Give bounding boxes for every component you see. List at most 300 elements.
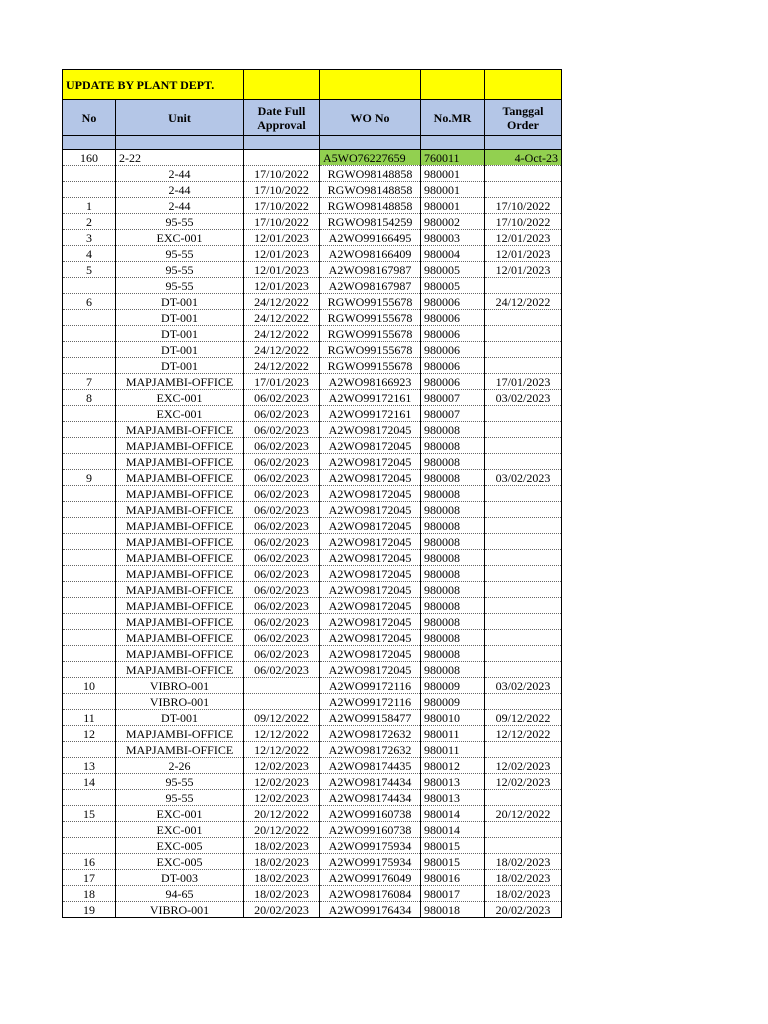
cell-order (485, 326, 562, 342)
cell-mr: 980009 (421, 694, 485, 710)
cell-mr: 980011 (421, 726, 485, 742)
cell-unit: 95-55 (116, 774, 244, 790)
cell-order: 12/01/2023 (485, 230, 562, 246)
cell-wo: A2WO98167987 (320, 278, 421, 294)
cell-order (485, 790, 562, 806)
header-no-mr: No.MR (421, 100, 485, 136)
table-row (63, 326, 562, 342)
cell-wo: A2WO98172045 (320, 566, 421, 582)
table-body (63, 70, 562, 918)
cell-wo: A2WO98172045 (320, 534, 421, 550)
cell-no: 2 (63, 214, 116, 230)
cell-mr: 980017 (421, 886, 485, 902)
cell-mr: 980010 (421, 710, 485, 726)
cell-wo: A2WO98172632 (320, 726, 421, 742)
cell-date: 12/02/2023 (244, 790, 320, 806)
cell-mr: 980013 (421, 790, 485, 806)
cell-no (63, 694, 116, 710)
cell-wo: RGWO98148858 (320, 198, 421, 214)
cell-date: 12/02/2023 (244, 758, 320, 774)
cell-no: 160 (63, 150, 116, 166)
cell-no (63, 342, 116, 358)
table-row (63, 646, 562, 662)
table-row (63, 710, 562, 726)
cell-date: 24/12/2022 (244, 342, 320, 358)
cell-date: 06/02/2023 (244, 646, 320, 662)
cell-wo: A5WO76227659 (320, 150, 421, 166)
cell-wo: A2WO98172045 (320, 518, 421, 534)
table-row (63, 886, 562, 902)
cell-mr: 980008 (421, 614, 485, 630)
table-row (63, 358, 562, 374)
cell-unit: EXC-005 (116, 854, 244, 870)
cell-order: 18/02/2023 (485, 886, 562, 902)
cell-order: 03/02/2023 (485, 470, 562, 486)
cell-wo: A2WO99172116 (320, 678, 421, 694)
cell-no (63, 822, 116, 838)
cell-no: 6 (63, 294, 116, 310)
blank-cell (63, 136, 116, 150)
cell-wo: A2WO98172045 (320, 662, 421, 678)
cell-mr: 980008 (421, 454, 485, 470)
cell-mr: 980003 (421, 230, 485, 246)
cell-unit: EXC-001 (116, 230, 244, 246)
cell-date: 06/02/2023 (244, 422, 320, 438)
blank-cell (485, 136, 562, 150)
cell-no (63, 502, 116, 518)
table-row (63, 262, 562, 278)
cell-no (63, 662, 116, 678)
cell-order: 20/02/2023 (485, 902, 562, 918)
cell-wo: RGWO99155678 (320, 358, 421, 374)
cell-unit: EXC-001 (116, 406, 244, 422)
cell-wo: A2WO99176434 (320, 902, 421, 918)
table-row (63, 518, 562, 534)
cell-mr: 980008 (421, 486, 485, 502)
cell-wo: A2WO99172116 (320, 694, 421, 710)
cell-order (485, 422, 562, 438)
cell-no: 1 (63, 198, 116, 214)
cell-order (485, 278, 562, 294)
cell-mr: 980008 (421, 662, 485, 678)
cell-wo: A2WO98172045 (320, 630, 421, 646)
header-row (63, 100, 562, 136)
cell-order (485, 166, 562, 182)
cell-mr: 980007 (421, 390, 485, 406)
cell-wo: A2WO98172045 (320, 438, 421, 454)
cell-unit: MAPJAMBI-OFFICE (116, 742, 244, 758)
cell-unit: 2-26 (116, 758, 244, 774)
cell-unit: MAPJAMBI-OFFICE (116, 614, 244, 630)
cell-mr: 980006 (421, 358, 485, 374)
cell-mr: 980005 (421, 278, 485, 294)
cell-wo: A2WO98172045 (320, 502, 421, 518)
cell-unit: DT-001 (116, 342, 244, 358)
cell-order (485, 694, 562, 710)
cell-order: 4-Oct-23 (485, 150, 562, 166)
cell-order: 18/02/2023 (485, 870, 562, 886)
cell-wo: A2WO99175934 (320, 838, 421, 854)
cell-no (63, 182, 116, 198)
cell-wo: A2WO99158477 (320, 710, 421, 726)
cell-date: 06/02/2023 (244, 454, 320, 470)
cell-order (485, 310, 562, 326)
table-row (63, 182, 562, 198)
table-row (63, 758, 562, 774)
cell-order: 24/12/2022 (485, 294, 562, 310)
cell-mr: 980004 (421, 246, 485, 262)
cell-unit: 94-65 (116, 886, 244, 902)
cell-unit: 95-55 (116, 246, 244, 262)
cell-no (63, 582, 116, 598)
cell-no (63, 790, 116, 806)
cell-order (485, 182, 562, 198)
cell-no: 10 (63, 678, 116, 694)
cell-no: 16 (63, 854, 116, 870)
header-wo-no: WO No (320, 100, 421, 136)
table-row (63, 598, 562, 614)
cell-wo: A2WO99172161 (320, 406, 421, 422)
cell-unit: 2-44 (116, 182, 244, 198)
cell-unit: 2-22 (116, 150, 244, 166)
cell-mr: 980008 (421, 566, 485, 582)
cell-no (63, 166, 116, 182)
cell-date: 17/10/2022 (244, 166, 320, 182)
cell-date: 09/12/2022 (244, 710, 320, 726)
blank-cell (116, 136, 244, 150)
cell-date: 06/02/2023 (244, 550, 320, 566)
cell-date: 06/02/2023 (244, 502, 320, 518)
table-row (63, 390, 562, 406)
cell-order: 12/02/2023 (485, 758, 562, 774)
blank-row (63, 136, 562, 150)
cell-no: 7 (63, 374, 116, 390)
cell-mr: 980008 (421, 550, 485, 566)
cell-order: 03/02/2023 (485, 678, 562, 694)
table-row (63, 406, 562, 422)
cell-wo: RGWO98148858 (320, 182, 421, 198)
cell-no: 3 (63, 230, 116, 246)
cell-mr: 980006 (421, 294, 485, 310)
cell-no: 19 (63, 902, 116, 918)
title-cell (485, 70, 562, 100)
cell-date: 06/02/2023 (244, 486, 320, 502)
cell-no (63, 630, 116, 646)
table-row (63, 246, 562, 262)
cell-date: 06/02/2023 (244, 438, 320, 454)
cell-mr: 980009 (421, 678, 485, 694)
cell-order (485, 342, 562, 358)
cell-wo: RGWO99155678 (320, 294, 421, 310)
cell-mr: 980014 (421, 806, 485, 822)
cell-order (485, 582, 562, 598)
cell-unit: MAPJAMBI-OFFICE (116, 518, 244, 534)
cell-date: 24/12/2022 (244, 358, 320, 374)
table-row (63, 662, 562, 678)
cell-mr: 980015 (421, 838, 485, 854)
cell-order (485, 502, 562, 518)
cell-order: 17/10/2022 (485, 198, 562, 214)
cell-no: 14 (63, 774, 116, 790)
cell-unit: MAPJAMBI-OFFICE (116, 550, 244, 566)
cell-date: 17/10/2022 (244, 198, 320, 214)
cell-mr: 980015 (421, 854, 485, 870)
cell-date: 12/12/2022 (244, 726, 320, 742)
cell-no: 8 (63, 390, 116, 406)
table-row (63, 454, 562, 470)
table-row (63, 502, 562, 518)
cell-date: 17/10/2022 (244, 182, 320, 198)
cell-unit: 2-44 (116, 198, 244, 214)
cell-mr: 980001 (421, 166, 485, 182)
cell-order (485, 550, 562, 566)
cell-unit: MAPJAMBI-OFFICE (116, 662, 244, 678)
cell-wo: RGWO99155678 (320, 326, 421, 342)
cell-no: 15 (63, 806, 116, 822)
cell-unit: MAPJAMBI-OFFICE (116, 598, 244, 614)
cell-mr: 980002 (421, 214, 485, 230)
cell-date: 20/02/2023 (244, 902, 320, 918)
cell-mr: 980007 (421, 406, 485, 422)
cell-wo: A2WO99160738 (320, 806, 421, 822)
cell-mr: 980006 (421, 310, 485, 326)
cell-no (63, 454, 116, 470)
cell-unit: MAPJAMBI-OFFICE (116, 726, 244, 742)
cell-order: 17/10/2022 (485, 214, 562, 230)
table-row (63, 294, 562, 310)
cell-order (485, 438, 562, 454)
cell-no: 18 (63, 886, 116, 902)
blank-cell (421, 136, 485, 150)
cell-date: 06/02/2023 (244, 582, 320, 598)
table-row (63, 742, 562, 758)
plant-update-table (62, 69, 562, 918)
cell-wo: A2WO98172045 (320, 582, 421, 598)
cell-order (485, 630, 562, 646)
cell-unit: 95-55 (116, 262, 244, 278)
cell-wo: A2WO98172045 (320, 550, 421, 566)
cell-unit: MAPJAMBI-OFFICE (116, 422, 244, 438)
cell-wo: A2WO99176049 (320, 870, 421, 886)
cell-unit: 95-55 (116, 790, 244, 806)
cell-date: 06/02/2023 (244, 598, 320, 614)
cell-no: 12 (63, 726, 116, 742)
header-tanggal-order: Tanggal Order (485, 100, 562, 136)
blank-cell (244, 136, 320, 150)
cell-no (63, 614, 116, 630)
cell-unit: DT-001 (116, 326, 244, 342)
cell-no (63, 518, 116, 534)
cell-date: 06/02/2023 (244, 566, 320, 582)
cell-date: 18/02/2023 (244, 886, 320, 902)
cell-mr: 980008 (421, 438, 485, 454)
cell-no: 13 (63, 758, 116, 774)
table-row (63, 198, 562, 214)
sheet-title: UPDATE BY PLANT DEPT. (63, 70, 244, 100)
cell-wo: A2WO98167987 (320, 262, 421, 278)
cell-wo: A2WO99172161 (320, 390, 421, 406)
cell-no (63, 358, 116, 374)
table-row (63, 486, 562, 502)
cell-date: 18/02/2023 (244, 870, 320, 886)
cell-unit: DT-003 (116, 870, 244, 886)
cell-date: 24/12/2022 (244, 310, 320, 326)
cell-mr: 980001 (421, 198, 485, 214)
cell-no (63, 646, 116, 662)
cell-mr: 980008 (421, 518, 485, 534)
cell-wo: A2WO98172045 (320, 646, 421, 662)
cell-wo: A2WO99175934 (320, 854, 421, 870)
cell-mr: 980016 (421, 870, 485, 886)
cell-no: 5 (63, 262, 116, 278)
cell-date: 17/10/2022 (244, 214, 320, 230)
cell-no: 4 (63, 246, 116, 262)
table-row (63, 230, 562, 246)
cell-unit: EXC-005 (116, 838, 244, 854)
header-unit: Unit (116, 100, 244, 136)
cell-wo: A2WO99166495 (320, 230, 421, 246)
cell-unit: MAPJAMBI-OFFICE (116, 502, 244, 518)
cell-mr: 980005 (421, 262, 485, 278)
cell-date: 06/02/2023 (244, 470, 320, 486)
cell-order: 17/01/2023 (485, 374, 562, 390)
cell-wo: A2WO98172045 (320, 614, 421, 630)
cell-date (244, 150, 320, 166)
table-row (63, 854, 562, 870)
table-row (63, 214, 562, 230)
cell-order (485, 406, 562, 422)
cell-order (485, 358, 562, 374)
title-cell (244, 70, 320, 100)
table-row (63, 694, 562, 710)
cell-mr: 980008 (421, 422, 485, 438)
cell-order: 09/12/2022 (485, 710, 562, 726)
cell-mr: 980008 (421, 534, 485, 550)
cell-wo: A2WO98172045 (320, 454, 421, 470)
table-row (63, 550, 562, 566)
cell-order (485, 454, 562, 470)
table-row (63, 422, 562, 438)
cell-date: 06/02/2023 (244, 534, 320, 550)
cell-order (485, 486, 562, 502)
table-row (63, 726, 562, 742)
cell-unit: MAPJAMBI-OFFICE (116, 646, 244, 662)
cell-mr: 980006 (421, 326, 485, 342)
cell-mr: 980001 (421, 182, 485, 198)
table-row (63, 342, 562, 358)
cell-date: 06/02/2023 (244, 614, 320, 630)
table-row (63, 566, 562, 582)
cell-no (63, 278, 116, 294)
cell-wo: A2WO99160738 (320, 822, 421, 838)
cell-wo: A2WO98174434 (320, 774, 421, 790)
table-row (63, 806, 562, 822)
cell-date: 12/01/2023 (244, 278, 320, 294)
cell-unit: EXC-001 (116, 806, 244, 822)
cell-unit: EXC-001 (116, 390, 244, 406)
cell-wo: A2WO98166409 (320, 246, 421, 262)
table-row (63, 902, 562, 918)
cell-date: 12/01/2023 (244, 230, 320, 246)
cell-no (63, 438, 116, 454)
cell-order: 18/02/2023 (485, 854, 562, 870)
cell-no (63, 310, 116, 326)
cell-date: 24/12/2022 (244, 294, 320, 310)
cell-mr: 980013 (421, 774, 485, 790)
cell-wo: A2WO98166923 (320, 374, 421, 390)
cell-unit: MAPJAMBI-OFFICE (116, 566, 244, 582)
cell-unit: EXC-001 (116, 822, 244, 838)
cell-order (485, 838, 562, 854)
cell-unit: VIBRO-001 (116, 694, 244, 710)
cell-no (63, 486, 116, 502)
cell-no (63, 598, 116, 614)
cell-unit: MAPJAMBI-OFFICE (116, 438, 244, 454)
cell-mr: 980011 (421, 742, 485, 758)
cell-mr: 980008 (421, 646, 485, 662)
cell-order: 20/12/2022 (485, 806, 562, 822)
cell-wo: A2WO98172045 (320, 422, 421, 438)
cell-wo: A2WO98172632 (320, 742, 421, 758)
cell-order (485, 646, 562, 662)
cell-date: 12/12/2022 (244, 742, 320, 758)
cell-wo: RGWO98148858 (320, 166, 421, 182)
cell-no (63, 534, 116, 550)
header-no: No (63, 100, 116, 136)
cell-order: 03/02/2023 (485, 390, 562, 406)
cell-no (63, 406, 116, 422)
cell-wo: A2WO98172045 (320, 470, 421, 486)
cell-date: 12/01/2023 (244, 246, 320, 262)
table-row (63, 630, 562, 646)
cell-wo: RGWO99155678 (320, 310, 421, 326)
cell-order (485, 598, 562, 614)
table-row (63, 438, 562, 454)
cell-date (244, 694, 320, 710)
cell-unit: 95-55 (116, 278, 244, 294)
cell-order: 12/01/2023 (485, 262, 562, 278)
cell-unit: VIBRO-001 (116, 678, 244, 694)
cell-mr: 980014 (421, 822, 485, 838)
cell-date: 06/02/2023 (244, 390, 320, 406)
table-row (63, 870, 562, 886)
cell-wo: A2WO98174435 (320, 758, 421, 774)
cell-date: 18/02/2023 (244, 838, 320, 854)
cell-mr: 980006 (421, 342, 485, 358)
cell-wo: RGWO98154259 (320, 214, 421, 230)
cell-mr: 980008 (421, 582, 485, 598)
cell-mr: 760011 (421, 150, 485, 166)
cell-no: 9 (63, 470, 116, 486)
title-cell (320, 70, 421, 100)
cell-date: 20/12/2022 (244, 806, 320, 822)
table-row (63, 166, 562, 182)
cell-date: 20/12/2022 (244, 822, 320, 838)
blank-cell (320, 136, 421, 150)
cell-order (485, 534, 562, 550)
cell-unit: MAPJAMBI-OFFICE (116, 534, 244, 550)
cell-date: 24/12/2022 (244, 326, 320, 342)
cell-wo: A2WO98174434 (320, 790, 421, 806)
cell-no: 17 (63, 870, 116, 886)
table-row (63, 790, 562, 806)
cell-unit: VIBRO-001 (116, 902, 244, 918)
cell-mr: 980008 (421, 502, 485, 518)
cell-date: 06/02/2023 (244, 406, 320, 422)
cell-date (244, 678, 320, 694)
cell-unit: DT-001 (116, 294, 244, 310)
cell-unit: 95-55 (116, 214, 244, 230)
